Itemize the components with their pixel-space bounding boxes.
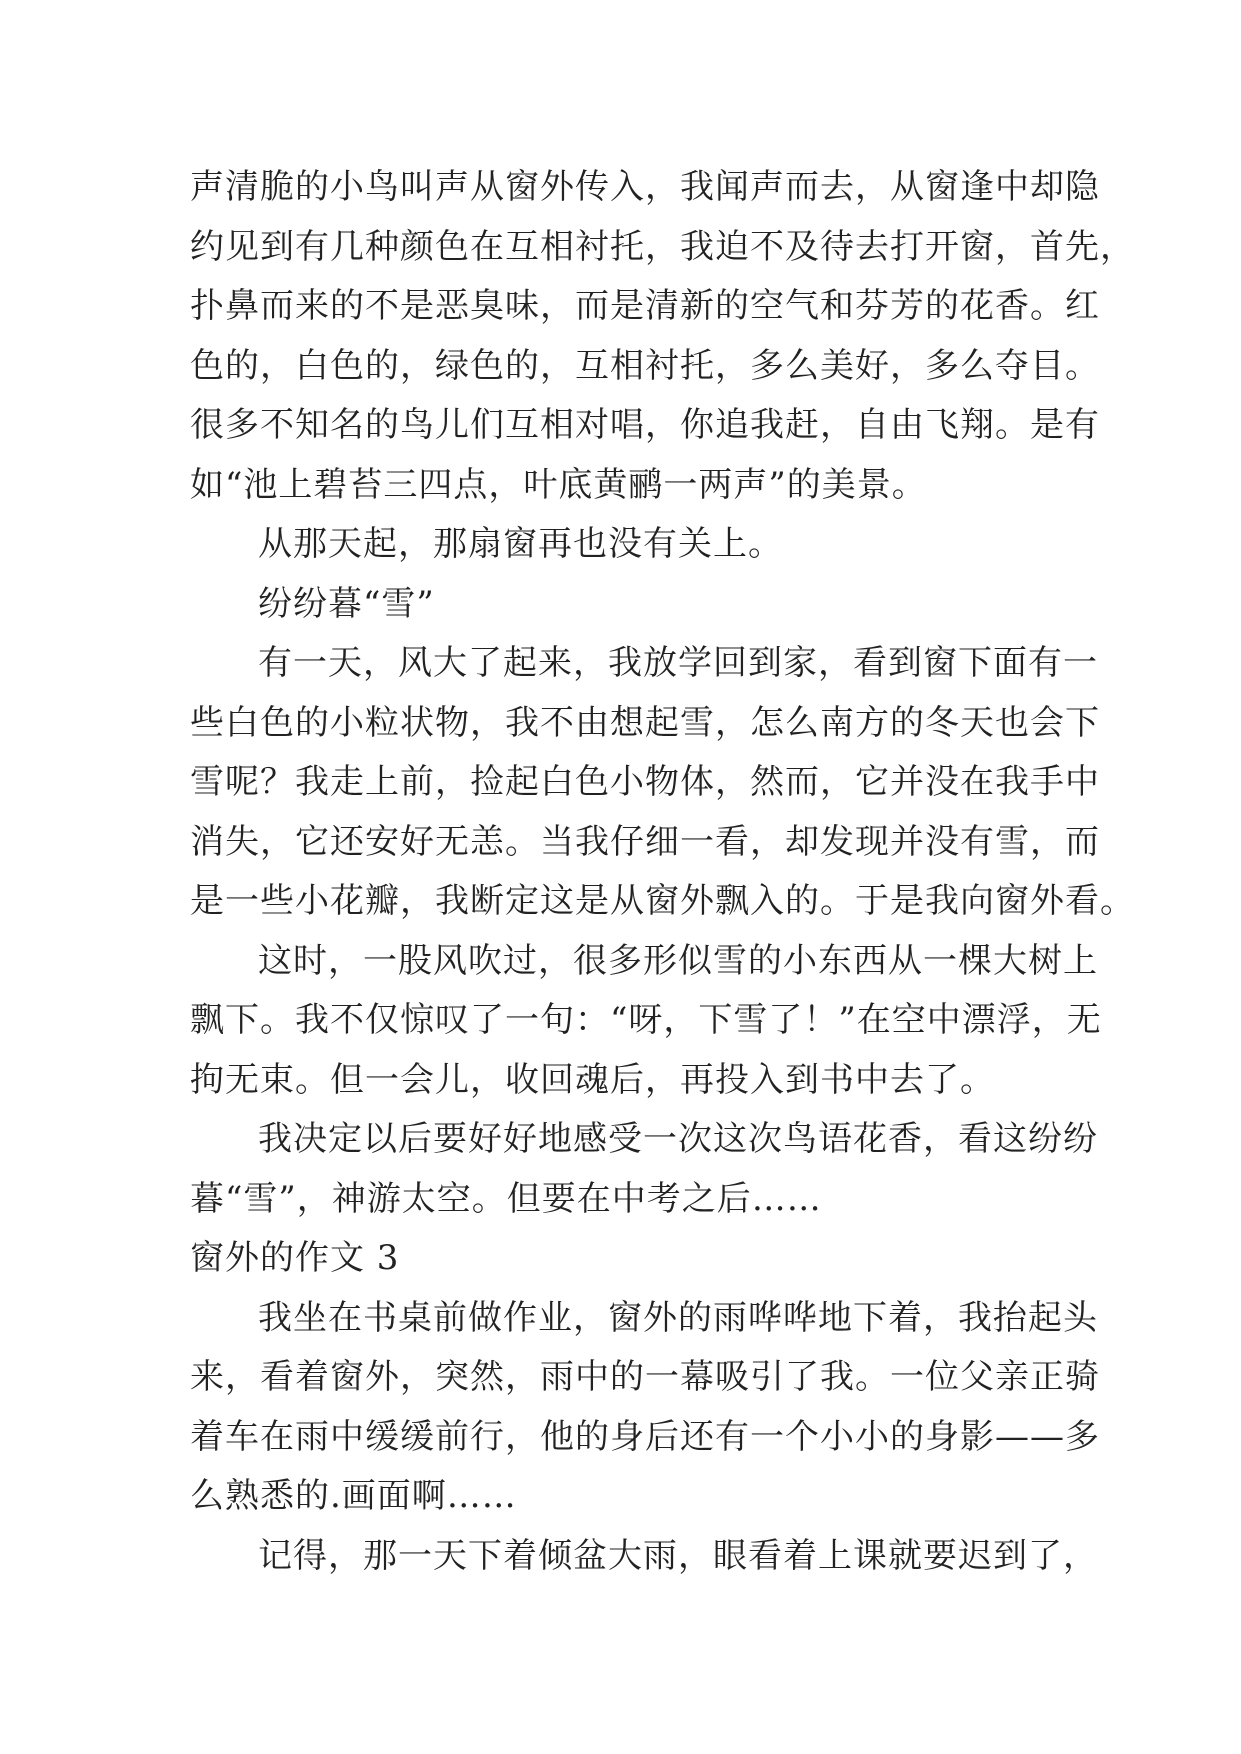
text-line: 么熟悉的.画面啊……	[190, 1476, 517, 1516]
text-line: 约见到有几种颜色在互相衬托，我迫不及待去打开窗，首先，	[190, 226, 1135, 267]
essay-heading: 窗外的作文 3	[190, 1238, 400, 1278]
paragraph-start-line: 我坐在书桌前做作业，窗外的雨哗哗地下着，我抬起头	[258, 1297, 1098, 1338]
paragraph-start-line: 我决定以后要好好地感受一次这次鸟语花香，看这纷纷	[258, 1119, 1098, 1159]
text-line: 消失，它还安好无恙。当我仔细一看，却发现并没有雪，而	[190, 821, 1100, 862]
text-line: 如“池上碧苔三四点，叶底黄鹂一两声”的美景。	[190, 464, 927, 505]
text-line: 很多不知名的鸟儿们互相对唱，你追我赶，自由飞翔。是有	[190, 405, 1100, 445]
text-line: 扑鼻而来的不是恶臭味，而是清新的空气和芬芳的花香。红	[190, 286, 1100, 326]
text-line: 暮“雪”，神游太空。但要在中考之后……	[190, 1178, 822, 1219]
text-line: 来，看着窗外，突然，雨中的一幕吸引了我。一位父亲正骑	[190, 1357, 1100, 1397]
text-line: 着车在雨中缓缓前行，他的身后还有一个小小的身影——多	[190, 1416, 1100, 1457]
text-line: 声清脆的小鸟叫声从窗外传入，我闻声而去，从窗逢中却隐	[190, 167, 1100, 207]
paragraph-start-line: 记得，那一天下着倾盆大雨，眼看着上课就要迟到了，	[258, 1535, 1098, 1576]
text-line: 是一些小花瓣，我断定这是从窗外飘入的。于是我向窗外看。	[190, 881, 1135, 921]
text-line: 色的，白色的，绿色的，互相衬托，多么美好，多么夺目。	[190, 345, 1100, 386]
essay-text	[190, 158, 1135, 1586]
section-subtitle: 纷纷暮“雪”	[258, 583, 435, 624]
paragraph-start-line: 这时，一股风吹过，很多形似雪的小东西从一棵大树上	[258, 940, 1098, 981]
text-line: 些白色的小粒状物，我不由想起雪，怎么南方的冬天也会下	[190, 702, 1100, 743]
text-line: 雪呢？我走上前，捡起白色小物体，然而，它并没在我手中	[190, 762, 1100, 802]
paragraph-start-line: 从那天起，那扇窗再也没有关上。	[258, 524, 783, 564]
text-line: 拘无束。但一会儿，收回魂后，再投入到书中去了。	[190, 1059, 995, 1100]
paragraph-start-line: 有一天，风大了起来，我放学回到家，看到窗下面有一	[258, 643, 1098, 683]
text-line: 飘下。我不仅惊叹了一句：“呀，下雪了！”在空中漂浮，无	[190, 1000, 1102, 1040]
